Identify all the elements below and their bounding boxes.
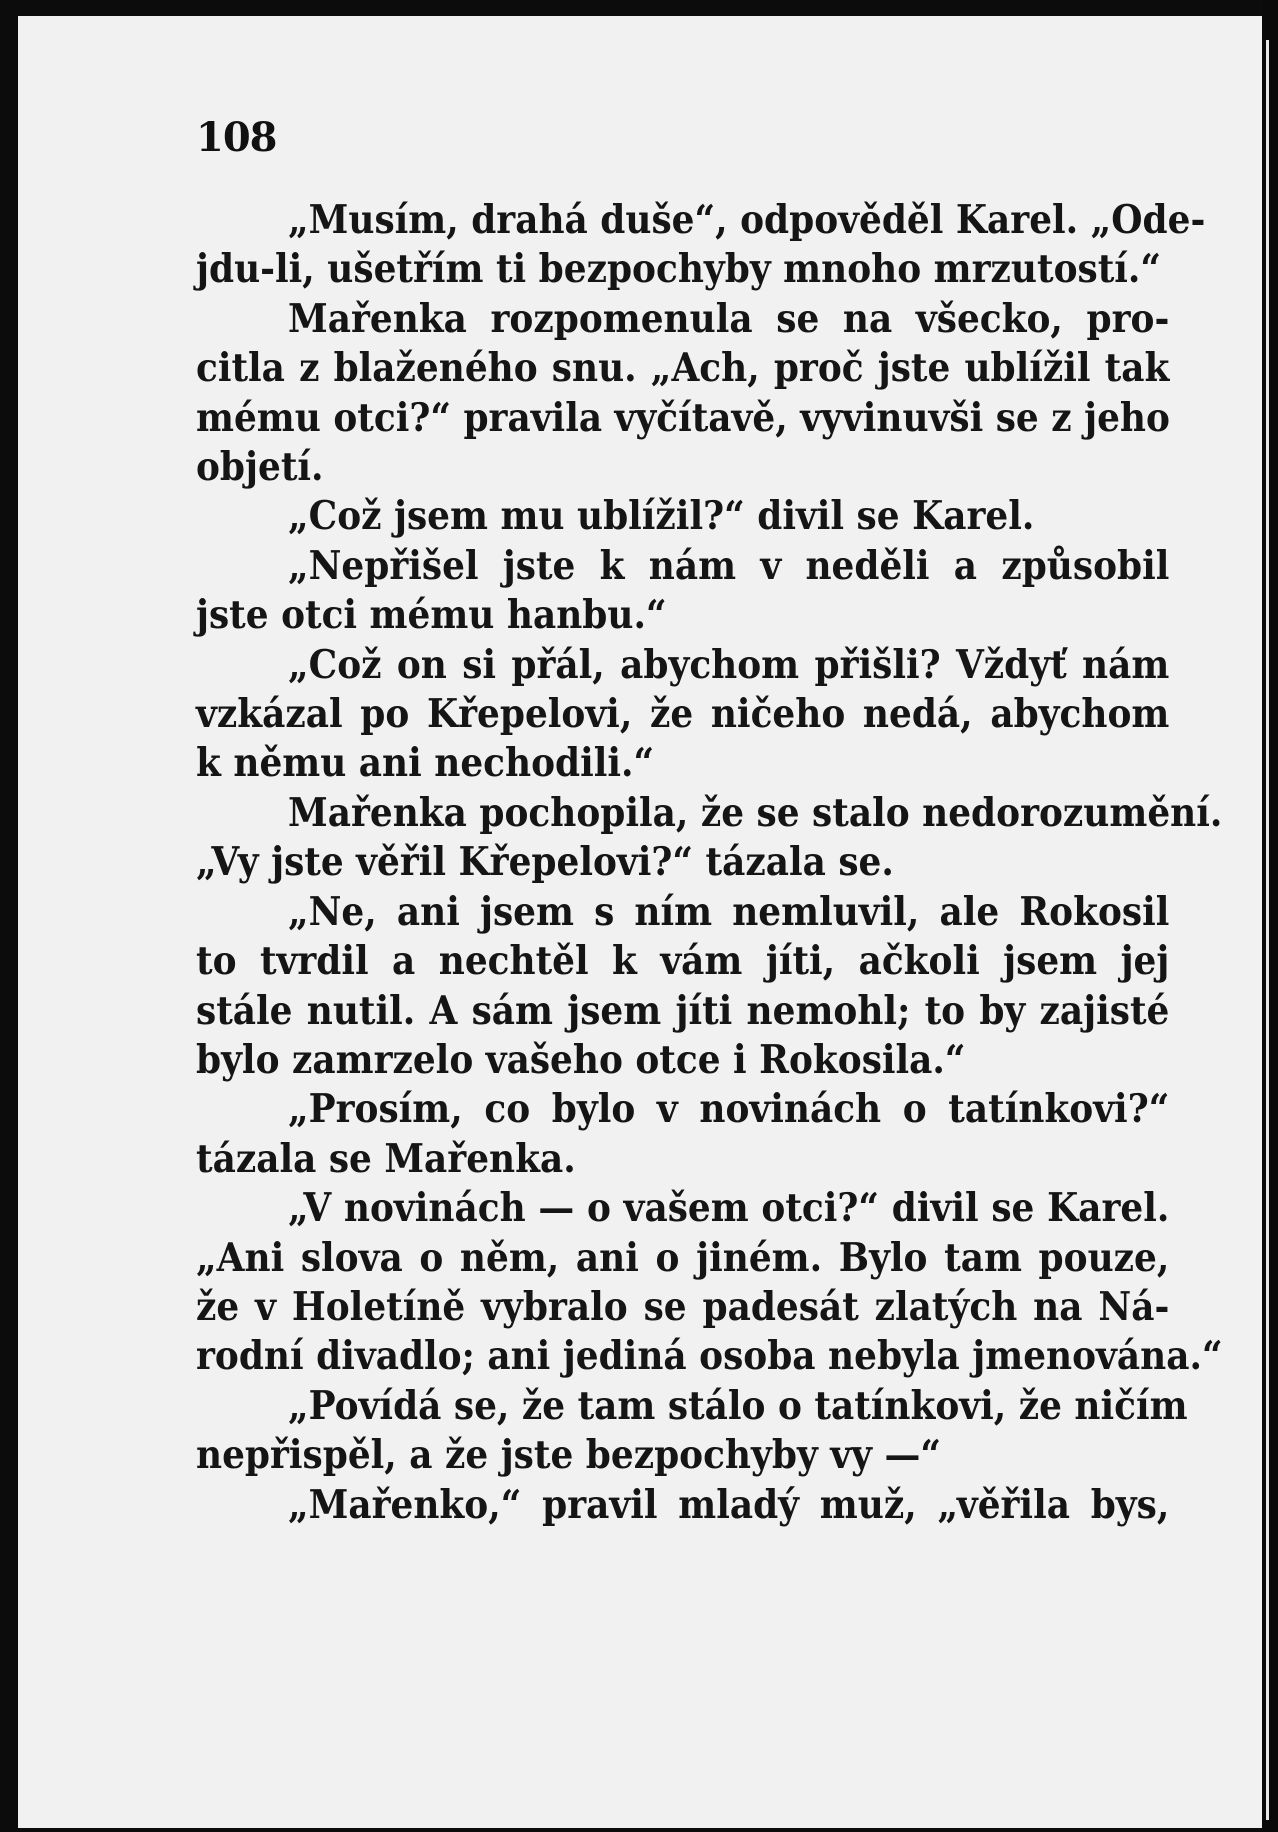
- text-line: mému otci?“ pravila vyčítavě, vyvinuvši se z jeho: [196, 394, 1170, 441]
- text-line: „Což jsem mu ublížil?“ divil se Karel.: [288, 493, 1035, 540]
- text-line: citla z blaženého snu. „Ach, proč jste ublížil tak: [196, 345, 1170, 392]
- text-line: „V novinách — o vašem otci?“ divil se Karel.: [288, 1185, 1170, 1232]
- page-edge-rule: [1266, 40, 1269, 1820]
- text-line: „Nepřišel jste k nám v neděli a způsobil: [288, 542, 1170, 589]
- text-line: vzkázal po Křepelovi, že ničeho nedá, abychom: [196, 691, 1170, 738]
- page-edge-shadow: [1262, 0, 1278, 1832]
- text-line: k němu ani nechodili.“: [196, 740, 655, 787]
- text-line: „Vy jste věřil Křepelovi?“ tázala se.: [196, 839, 894, 886]
- text-line: „Prosím, co bylo v novinách o tatínkovi?“: [288, 1086, 1170, 1133]
- text-line: „Ne, ani jsem s ním nemluvil, ale Rokosil: [288, 888, 1170, 935]
- text-line: nepřispěl, a že jste bezpochyby vy —“: [196, 1432, 942, 1479]
- text-line: jste otci mému hanbu.“: [196, 592, 667, 639]
- text-line: bylo zamrzelo vašeho otce i Rokosila.“: [196, 1036, 966, 1083]
- text-line: Mařenka pochopila, že se stalo nedorozumění.: [288, 789, 1223, 836]
- text-line: rodní divadlo; ani jediná osoba nebyla jmenována.“: [196, 1333, 1223, 1380]
- text-line: objetí.: [196, 444, 324, 491]
- page-number: 108: [196, 114, 277, 161]
- body-text: [196, 196, 1223, 1530]
- text-line: „Musím, drahá duše“, odpověděl Karel. „Ode-: [288, 197, 1206, 243]
- text-line: „Povídá se, že tam stálo o tatínkovi, že ničím: [288, 1382, 1188, 1429]
- text-line: Mařenka rozpomenula se na všecko, pro-: [288, 295, 1170, 342]
- text-line: jdu-li, ušetřím ti bezpochyby mnoho mrzutostí.“: [196, 246, 1162, 293]
- text-line: „Mařenko,“ pravil mladý muž, „věřila bys,: [288, 1481, 1170, 1528]
- text-line: „Ani slova o něm, ani o jiném. Bylo tam pouze,: [196, 1234, 1170, 1281]
- text-line: to tvrdil a nechtěl k vám jíti, ačkoli jsem jej: [196, 938, 1170, 985]
- text-line: „Což on si přál, abychom přišli? Vždyť nám: [288, 641, 1170, 688]
- text-line: že v Holetíně vybralo se padesát zlatých na Ná-: [196, 1283, 1170, 1330]
- text-line: tázala se Mařenka.: [196, 1135, 576, 1182]
- text-line: stále nutil. A sám jsem jíti nemohl; to by zajisté: [196, 987, 1170, 1034]
